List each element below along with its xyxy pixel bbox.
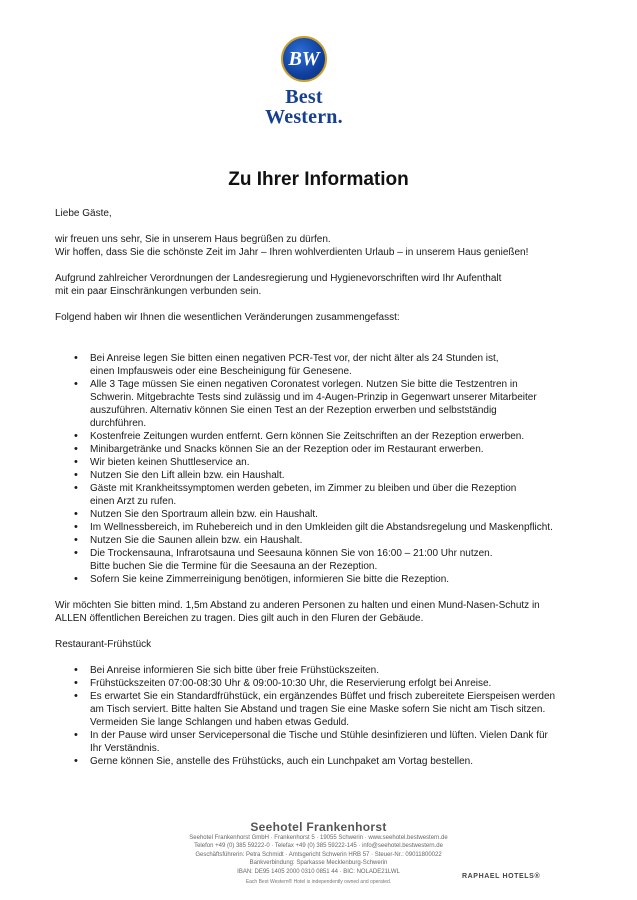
- distance-paragraph: Wir möchten Sie bitten mind. 1,5m Abstand zu anderen Personen zu halten und einen Mund-Nasen-Schutz in ALLEN öffentlichen Bereichen zu tragen. Dies gilt auch in den Fluren der Gebäude.: [55, 600, 540, 624]
- list-item: • Im Wellnessbereich, im Ruhebereich und in den Umkleiden gilt die Abstandsregelung und Maskenpflicht.: [55, 521, 590, 534]
- list-item: • Frühstückszeiten 07:00-08:30 Uhr & 09:00-10:30 Uhr, die Reservierung erfolgt bei Anreise.: [55, 677, 590, 690]
- footer-hotel-name: Seehotel Frankenhorst: [250, 820, 387, 834]
- list-item: • Gäste mit Krankheitssymptomen werden gebeten, im Zimmer zu bleiben und über die Rezeption einen Arzt zu rufen.: [55, 482, 590, 508]
- breakfast-list: [55, 664, 590, 768]
- footer-address-line: Seehotel Frankenhorst GmbH · Frankenhorst 5 · 19055 Schwerin · www.seehotel.bestwestern.de: [189, 835, 448, 841]
- list-item: • Nutzen Sie den Lift allein bzw. ein Haushalt.: [55, 469, 590, 482]
- list-item: • Nutzen Sie die Saunen allein bzw. ein Haushalt.: [55, 534, 590, 547]
- summary-intro: Folgend haben wir Ihnen die wesentlichen Veränderungen zusammengefasst:: [55, 312, 400, 323]
- intro-paragraph: wir freuen uns sehr, Sie in unserem Haus begrüßen zu dürfen. Wir hoffen, dass Sie die schönste Zeit im Jahr – Ihren wohlverdienten Urlaub – in unserem Haus genießen!: [55, 234, 529, 258]
- bw-emblem: BW: [281, 36, 327, 82]
- footer-iban-line: IBAN: DE95 1405 2000 0310 0851 44 · BIC: NOLADE21LWL: [237, 868, 400, 875]
- list-item: • Bei Anreise legen Sie bitten einen negativen PCR-Test vor, der nicht älter als 24 Stunden ist, einen Impfausweis oder eine Bescheinigung für Genesene.: [55, 352, 590, 378]
- list-item: • Minibargetränke und Snacks können Sie an der Rezeption oder im Restaurant erwerben.: [55, 443, 590, 456]
- best-western-logo: [258, 36, 350, 127]
- raphael-hotels-logo: RAPHAEL HOTELS®: [462, 873, 541, 880]
- list-item: • In der Pause wird unser Servicepersonal die Tische und Stühle desinfizieren und lüften. Vielen Dank für Ihr Verständnis.: [55, 729, 590, 755]
- list-item: • Wir bieten keinen Shuttleservice an.: [55, 456, 590, 469]
- changes-list: [55, 352, 590, 586]
- footer-bank-line: Bankverbindung: Sparkasse Mecklenburg-Schwerin: [249, 860, 388, 867]
- letter-body: [55, 207, 590, 768]
- list-item: • Nutzen Sie den Sportraum allein bzw. ein Haushalt.: [55, 508, 590, 521]
- list-item: • Bei Anreise informieren Sie sich bitte über freie Frühstückszeiten.: [55, 664, 590, 677]
- breakfast-heading: Restaurant-Frühstück: [55, 639, 152, 650]
- restrictions-paragraph: Aufgrund zahlreicher Verordnungen der Landesregierung und Hygienevorschriften wird Ihr Aufenthalt mit ein paar Einschränkungen verbunden sein.: [55, 273, 502, 297]
- list-item: • Kostenfreie Zeitungen wurden entfernt. Gern können Sie Zeitschriften an der Rezeption erwerben.: [55, 430, 590, 443]
- list-item: • Es erwartet Sie ein Standardfrühstück, ein ergänzendes Büffet und frisch zubereitete Eierspeisen werden am Tisch serviert. Bitte halten Sie Abstand und tragen Sie eine Maske sofern Sie nicht am Tisch sitzen. Vermeiden Sie lange Schlangen und haben etwas Geduld.: [55, 690, 590, 729]
- list-item: • Die Trockensauna, Infrarotsauna und Seesauna können Sie von 16:00 – 21:00 Uhr nutzen. Bitte buchen Sie die Termine für die Seesauna an der Rezeption.: [55, 547, 590, 573]
- greeting: Liebe Gäste,: [55, 208, 112, 219]
- logo-text-western: Western.: [265, 106, 343, 128]
- footer-contact-line: Telefon +49 (0) 385 59222-0 · Telefax +49 (0) 385 59222-145 · info@seehotel.bestwestern.de: [194, 843, 443, 850]
- list-item: • Sofern Sie keine Zimmerreinigung benötigen, informieren Sie bitte die Rezeption.: [55, 573, 590, 586]
- page-title: Zu Ihrer Information: [228, 169, 409, 190]
- list-item: • Gerne können Sie, anstelle des Frühstücks, auch ein Lunchpaket am Vortag bestellen.: [55, 755, 590, 768]
- footer-registry-line: Geschäftsführerin: Petra Schmidt · Amtsgericht Schwerin HRB 57 · Steuer-Nr.: 09011800022: [195, 851, 442, 858]
- footer: [0, 820, 637, 885]
- logo-text-best: Best: [285, 86, 323, 108]
- footer-disclaimer: Each Best Western® Hotel is independently owned and operated.: [245, 879, 392, 886]
- list-item: • Alle 3 Tage müssen Sie einen negativen Coronatest vorlegen. Nutzen Sie bitte die Testzentren in Schwerin. Mitgebrachte Tests sind zulässig und im 4-Augen-Prinzip in Gegenwart unserer Mitarbeiter auszuführen. Alternativ können Sie einen Test an der Rezeption erwerben und selbstständig durchführen.: [55, 378, 590, 430]
